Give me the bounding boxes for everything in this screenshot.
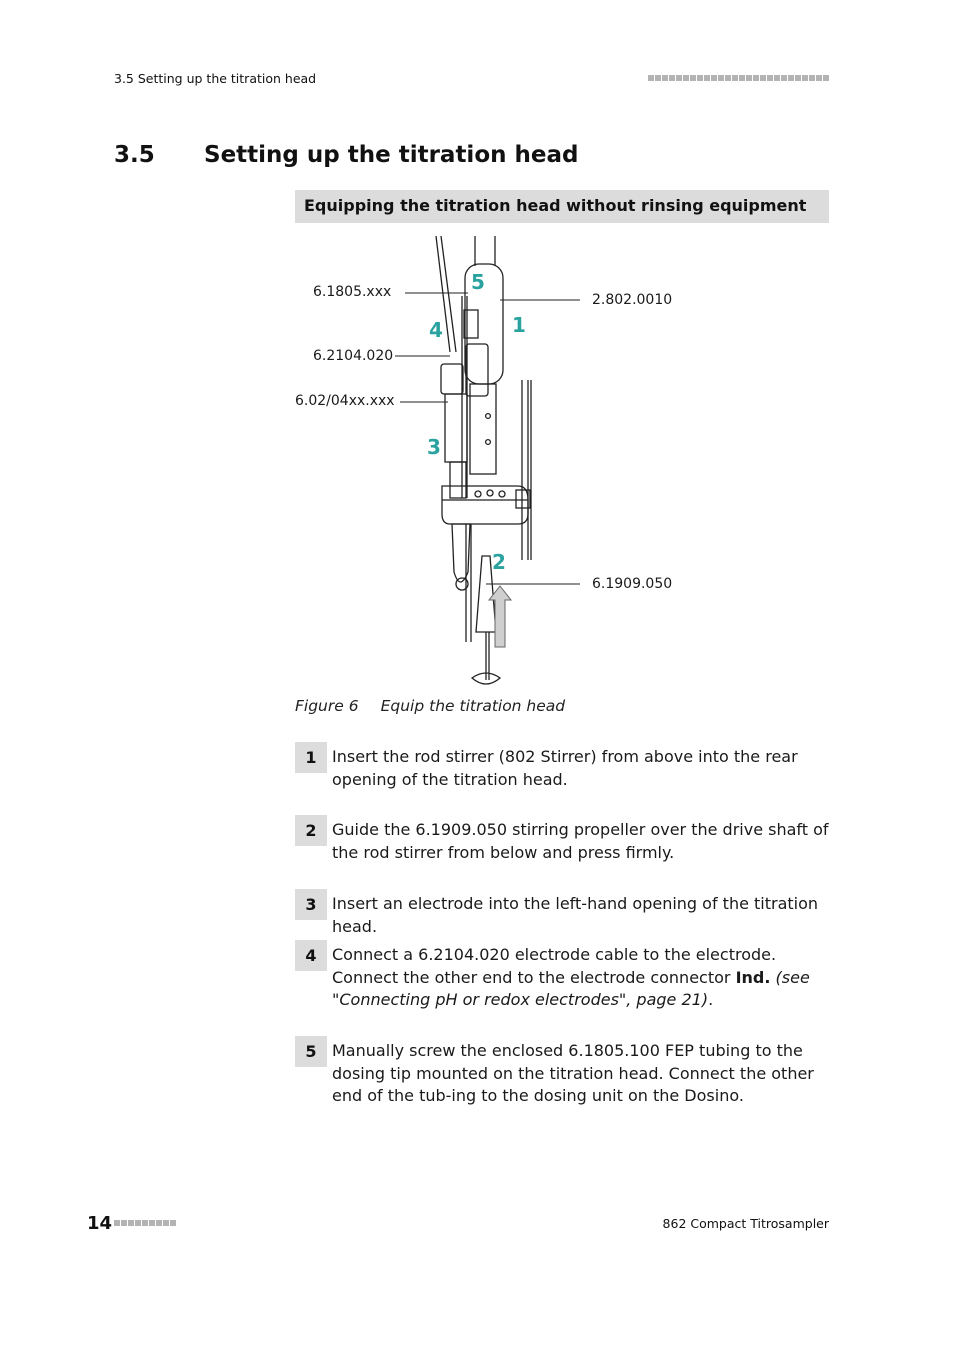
- callout-cable-label: 6.2104.020: [313, 348, 394, 364]
- page-number: 14: [87, 1213, 113, 1234]
- section-number: 3.5: [114, 142, 155, 168]
- step-text: Guide the 6.1909.050 stirring propeller over the drive shaft of the rod stirrer from below and press firmly.: [332, 820, 829, 862]
- figure-caption-text: Equip the titration head: [380, 697, 566, 715]
- press-arrow-icon: [489, 586, 511, 647]
- electrode-shaft: [445, 394, 467, 462]
- callout-propeller-label: 6.1909.050: [592, 576, 673, 592]
- subheading-bar: [295, 190, 829, 223]
- footer-product-name: 862 Compact Titrosampler: [662, 1216, 829, 1231]
- step-text: Manually screw the enclosed 6.1805.100 FEP tubing to the dosing tip mounted on the titration head. Connect the other end of the tub-ing to the dosing unit on the Dosino.: [332, 1041, 814, 1105]
- step-text: Insert the rod stirrer (802 Stirrer) from above into the rear opening of the titration head.: [332, 747, 798, 789]
- dosing-tip-head: [466, 344, 488, 396]
- step-number: 2: [295, 815, 327, 846]
- step-text: [332, 944, 832, 1012]
- dosing-tip-coupling: [464, 310, 478, 338]
- electrode-tip: [452, 524, 470, 582]
- step-number: 4: [295, 940, 327, 971]
- electrode-lower: [450, 462, 466, 498]
- step-text-main: Connect a 6.2104.020 electrode cable to the electrode. Connect the other end to the electrode connector: [332, 945, 777, 987]
- marker-3: 3: [427, 435, 441, 459]
- step-text: Insert an electrode into the left-hand opening of the titration head.: [332, 894, 819, 936]
- callout-stirrer-label: 2.802.0010: [592, 292, 673, 308]
- header-decoration: [648, 75, 829, 81]
- figure-caption-label: Figure 6: [295, 697, 359, 715]
- marker-5: 5: [471, 270, 485, 294]
- cross-reference-link[interactable]: (see "Connecting pH or redox electrodes", page 21): [332, 967, 810, 1009]
- callout-electrode-label: 6.02/04xx.xxx: [295, 393, 395, 409]
- marker-4: 4: [429, 318, 443, 342]
- running-header-title: 3.5 Setting up the titration head: [114, 71, 317, 86]
- connector-name: Ind.: [735, 967, 771, 987]
- cable-plug: [441, 364, 463, 394]
- marker-1: 1: [512, 313, 526, 337]
- subheading-text: Equipping the titration head without rinsing equipment: [304, 196, 807, 215]
- titration-head: [442, 486, 528, 524]
- section-title: Setting up the titration head: [204, 142, 579, 168]
- callout-tubing-label: 6.1805.xxx: [313, 284, 392, 300]
- step-number: 5: [295, 1036, 327, 1067]
- step-number: 1: [295, 742, 327, 773]
- figure-caption: [295, 697, 565, 715]
- step-text-end: .: [708, 990, 714, 1009]
- footer-decoration: [114, 1220, 176, 1226]
- rod-stirrer-shaft: [470, 384, 496, 474]
- marker-2: 2: [492, 550, 506, 574]
- titration-head-figure: [290, 232, 710, 694]
- step-number: 3: [295, 889, 327, 920]
